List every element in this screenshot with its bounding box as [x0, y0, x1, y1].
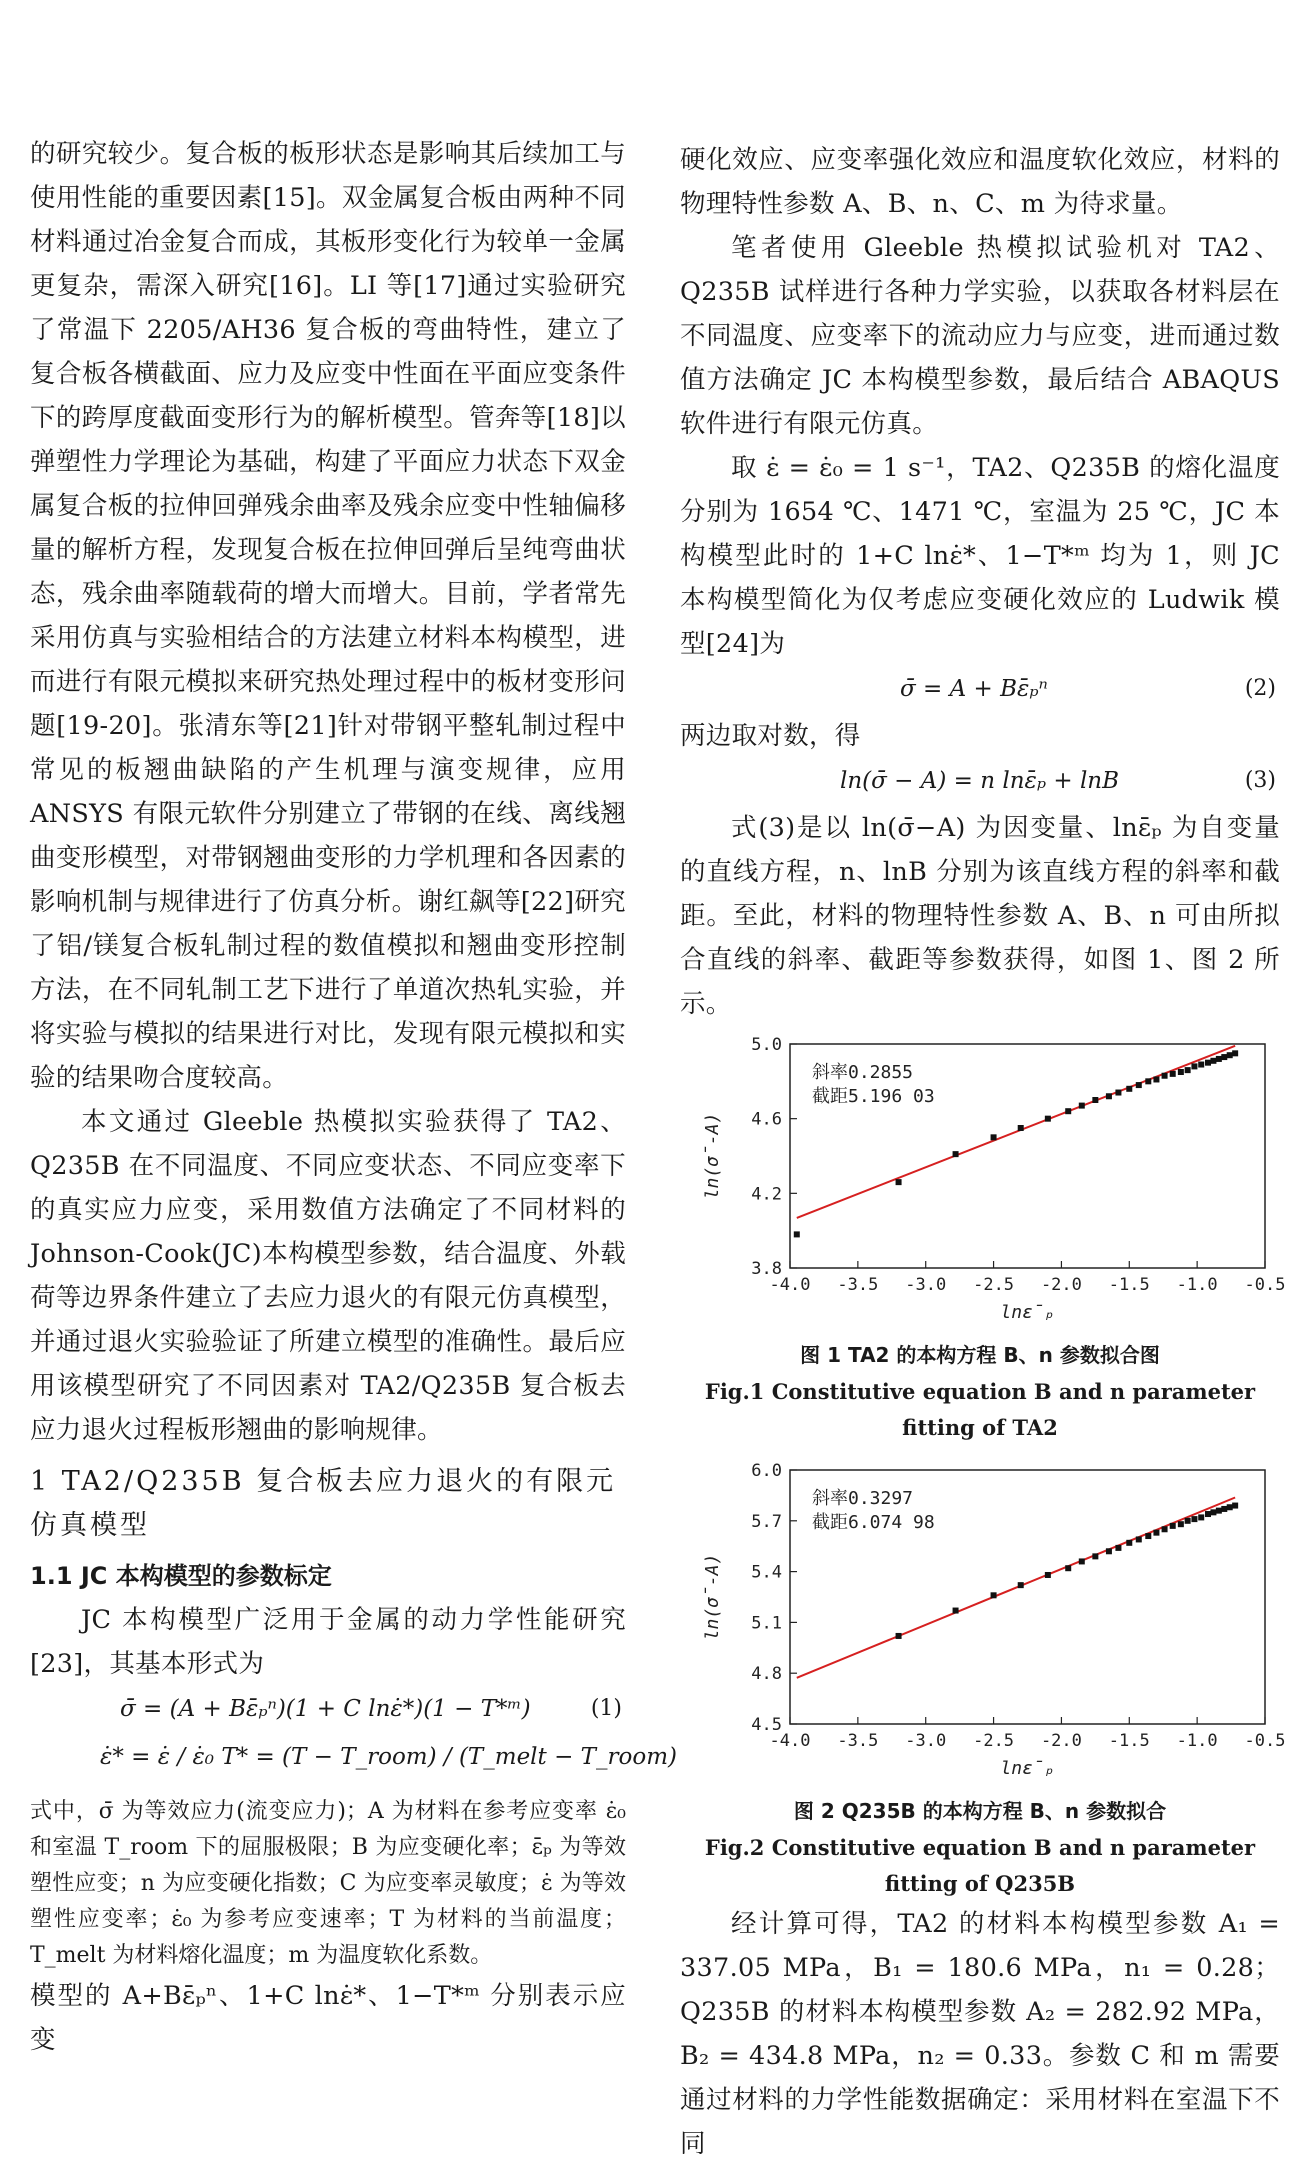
data-point	[1170, 1071, 1176, 1077]
x-tick-label: -1.5	[1108, 1731, 1150, 1751]
equation-2	[680, 666, 1280, 714]
x-tick-label: -3.0	[905, 1731, 947, 1751]
left-column	[30, 132, 677, 2062]
data-point	[1115, 1090, 1121, 1096]
body-paragraph: 经计算可得，TA2 的材料本构模型参数 A₁ = 337.05 MPa，B₁ = 180.6 MPa，n₁ = 0.28；Q235B 的材料本构模型参数 A₂ = 282.92 MPa，B₂ = 434.8 MPa，n₂ = 0.33。参数 C 和 m 需要通过材料的力学性能数据确定：采用材料在室温下不同	[680, 1909, 1280, 2159]
data-point	[1079, 1558, 1085, 1564]
equation-body: σ̄ = (A + Bε̄ₚⁿ)(1 + C lnε̇*)(1 − T*ᵐ)	[120, 1696, 531, 1722]
data-point	[1198, 1062, 1204, 1068]
data-point	[1221, 1054, 1227, 1060]
body-paragraph: 两边取对数，得	[680, 721, 861, 751]
body-paragraph: 取 ε̇ = ε̇₀ = 1 s⁻¹，TA2、Q235B 的熔化温度分别为 1654 ℃、1471 ℃，室温为 25 ℃，JC 本构模型此时的 1+C lnε̇*、1−T*ᵐ 均为 1，则 JC 本构模型简化为仅考虑应变硬化效应的 Ludwik 模型[24]为	[680, 453, 1280, 659]
figure-2	[680, 1456, 1286, 1790]
figure-caption-cn: 图 2 Q235B 的本构方程 B、n 参数拟合	[793, 1799, 1167, 1823]
chart-fig2	[680, 1456, 1286, 1786]
data-point	[1126, 1540, 1132, 1546]
equation-body: ln(σ̄ − A) = n lnε̄ₚ + lnB	[840, 768, 1120, 794]
data-point	[1205, 1060, 1211, 1066]
data-point	[1191, 1516, 1197, 1522]
data-point	[1045, 1116, 1051, 1122]
figure-caption-en: Fig.2 Constitutive equation B and n parameter fitting of Q235B	[704, 1835, 1256, 1896]
y-tick-label: 6.0	[751, 1461, 782, 1481]
figure-caption-en: Fig.1 Constitutive equation B and n parameter fitting of TA2	[704, 1379, 1256, 1440]
chart-fig1	[680, 1030, 1286, 1330]
data-point	[1136, 1536, 1142, 1542]
x-tick-label: -4.0	[769, 1731, 811, 1751]
x-tick-label: -0.5	[1244, 1731, 1286, 1751]
y-tick-label: 5.4	[751, 1562, 782, 1583]
data-point	[1178, 1069, 1184, 1075]
data-point	[1170, 1523, 1176, 1529]
data-point	[1232, 1503, 1238, 1509]
figure-1	[680, 1030, 1286, 1334]
data-point	[1232, 1050, 1238, 1056]
data-point	[1145, 1078, 1151, 1084]
data-point	[896, 1179, 902, 1185]
data-point	[1185, 1518, 1191, 1524]
data-point	[794, 1231, 800, 1237]
data-point	[1045, 1572, 1051, 1578]
data-point	[991, 1592, 997, 1598]
data-point	[953, 1151, 959, 1157]
data-point	[1185, 1067, 1191, 1073]
data-point	[1106, 1548, 1112, 1554]
x-tick-label: -3.5	[837, 1731, 879, 1751]
data-point	[1153, 1530, 1159, 1536]
x-tick-label: -4.0	[769, 1275, 811, 1295]
data-point	[1210, 1509, 1216, 1515]
equation-number: (2)	[1244, 676, 1276, 701]
data-point	[1145, 1533, 1151, 1539]
y-tick-label: 5.0	[751, 1035, 782, 1055]
x-tick-label: -3.0	[905, 1275, 947, 1295]
data-point	[1227, 1504, 1233, 1510]
x-tick-label: -1.0	[1176, 1275, 1218, 1295]
x-axis-label: lnε̄ₚ	[1000, 1758, 1055, 1779]
equation-body: ε̇* = ε̇ / ε̇₀ T* = (T − T_room) / (T_melt − T_room)	[100, 1744, 677, 1770]
y-tick-label: 3.8	[751, 1259, 782, 1279]
subsection-heading: 1.1 JC 本构模型的参数标定	[30, 1562, 332, 1590]
right-column	[680, 138, 1286, 2166]
equation-1b	[30, 1734, 677, 1794]
x-tick-label: -1.5	[1108, 1275, 1150, 1295]
equation-number: (3)	[1244, 768, 1276, 793]
data-point	[953, 1608, 959, 1614]
data-point	[1162, 1073, 1168, 1079]
data-point	[1210, 1058, 1216, 1064]
body-paragraph: JC 本构模型广泛用于金属的动力学性能研究[23]，其基本形式为	[30, 1605, 626, 1679]
data-point	[1178, 1521, 1184, 1527]
equation-3	[680, 758, 1280, 806]
data-point	[1018, 1125, 1024, 1131]
y-tick-label: 5.1	[751, 1613, 782, 1634]
data-point	[896, 1633, 902, 1639]
body-paragraph: 笔者使用 Gleeble 热模拟试验机对 TA2、Q235B 试样进行各种力学实验，以获取各材料层在不同温度、应变率下的流动应力与应变，进而通过数值方法确定 JC 本构模型参数，最后结合 ABAQUS 软件进行有限元仿真。	[680, 233, 1280, 439]
x-tick-label: -0.5	[1244, 1275, 1286, 1295]
body-paragraph: 硬化效应、应变率强化效应和温度软化效应，材料的物理特性参数 A、B、n、C、m 为待求量。	[680, 145, 1280, 219]
y-tick-label: 4.5	[751, 1715, 782, 1735]
data-point	[991, 1134, 997, 1140]
data-point	[1221, 1506, 1227, 1512]
section-heading: 1 TA2/Q235B 复合板去应力退火的有限元仿真模型	[30, 1466, 617, 1541]
x-axis-label: lnε̄ₚ	[1000, 1302, 1055, 1323]
data-point	[1092, 1553, 1098, 1559]
x-tick-label: -2.0	[1040, 1275, 1082, 1295]
body-paragraph: 的研究较少。复合板的板形状态是影响其后续加工与使用性能的重要因素[15]。双金属复合板由两种不同材料通过冶金复合而成，其板形变化行为较单一金属更复杂，需深入研究[16]。LI 等[17]通过实验研究了常温下 2205/AH36 复合板的弯曲特性，建立了复合板各横截面、应力及应变中性面在平面应变条件下的跨厚度截面变形行为的解析模型。管奔等[18]以弹塑性力学理论为基础，构建了平面应力状态下双金属复合板的拉伸回弹残余曲率及残余应变中性轴偏移量的解析方程，发现复合板在拉伸回弹后呈纯弯曲状态，残余曲率随载荷的增大而增大。目前，学者常先采用仿真与实验相结合的方法建立材料本构模型，进而进行有限元模拟来研究热处理过程中的板材变形问题[19-20]。张清东等[21]针对带钢平整轧制过程中常见的板翘曲缺陷的产生机理与演变规律，应用 ANSYS 有限元软件分别建立了带钢的在线、离线翘曲变形模型，对带钢翘曲变形的力学机理和各因素的影响机制与规律进行了仿真分析。谢红飙等[22]研究了铝/镁复合板轧制过程的数值模拟和翘曲变形控制方法，在不同轧制工艺下进行了单道次热轧实验，并将实验与模拟的结果进行对比，发现有限元模拟和实验的结果吻合度较高。	[30, 139, 626, 1093]
data-point	[1018, 1582, 1024, 1588]
data-point	[1216, 1056, 1222, 1062]
x-tick-label: -2.0	[1040, 1731, 1082, 1751]
x-tick-label: -2.5	[973, 1275, 1015, 1295]
data-point	[1191, 1063, 1197, 1069]
fit-annotation: 斜率0.2855	[812, 1062, 914, 1083]
equation-number: (1)	[590, 1696, 622, 1721]
y-tick-label: 4.2	[751, 1184, 782, 1205]
body-paragraph: 模型的 A+Bε̄ₚⁿ、1+C lnε̇*、1−T*ᵐ 分别表示应变	[30, 1981, 626, 2055]
data-point	[1162, 1526, 1168, 1532]
equation-1	[30, 1686, 626, 1734]
symbol-definitions: 式中，σ̄ 为等效应力(流变应力)；A 为材料在参考应变率 ε̇₀ 和室温 T_room 下的屈服极限；B 为应变硬化率；ε̄ₚ 为等效塑性应变；n 为应变硬化指数；C 为应变率灵敏度；ε̇ 为等效塑性应变率；ε̇₀ 为参考应变速率；T 为材料的当前温度；T_melt 为材料熔化温度；m 为温度软化系数。	[30, 1799, 626, 1968]
y-axis-label: ln(σ̄-A)	[702, 1112, 723, 1200]
y-tick-label: 5.7	[751, 1511, 782, 1532]
y-tick-label: 4.6	[751, 1109, 782, 1130]
data-point	[1065, 1108, 1071, 1114]
data-point	[1092, 1097, 1098, 1103]
data-point	[1136, 1082, 1142, 1088]
figure-caption-cn: 图 1 TA2 的本构方程 B、n 参数拟合图	[800, 1343, 1160, 1367]
equation-body: σ̄ = A + Bε̄ₚⁿ	[900, 676, 1048, 702]
x-tick-label: -1.0	[1176, 1731, 1218, 1751]
data-point	[1079, 1103, 1085, 1109]
data-point	[1106, 1093, 1112, 1099]
data-point	[1153, 1076, 1159, 1082]
y-tick-label: 4.8	[751, 1664, 782, 1685]
data-point	[1115, 1545, 1121, 1551]
data-point	[1205, 1511, 1211, 1517]
data-point	[1216, 1508, 1222, 1514]
data-point	[1227, 1052, 1233, 1058]
data-point	[1065, 1565, 1071, 1571]
x-tick-label: -3.5	[837, 1275, 879, 1295]
fit-annotation: 截距6.074 98	[812, 1512, 935, 1533]
y-axis-label: ln(σ̄-A)	[702, 1553, 723, 1641]
fit-annotation: 斜率0.3297	[812, 1488, 914, 1509]
body-paragraph: 式(3)是以 ln(σ̄−A) 为因变量、lnε̄ₚ 为自变量的直线方程，n、lnB 分别为该直线方程的斜率和截距。至此，材料的物理特性参数 A、B、n 可由所拟合直线的斜率、截距等参数获得，如图 1、图 2 所示。	[680, 813, 1280, 1019]
data-point	[1126, 1086, 1132, 1092]
x-tick-label: -2.5	[973, 1731, 1015, 1751]
body-paragraph: 本文通过 Gleeble 热模拟实验获得了 TA2、Q235B 在不同温度、不同应变状态、不同应变率下的真实应力应变，采用数值方法确定了不同材料的 Johnson-Cook(JC)本构模型参数，结合温度、外载荷等边界条件建立了去应力退火的有限元仿真模型，并通过退火实验验证了所建立模型的准确性。最后应用该模型研究了不同因素对 TA2/Q235B 复合板去应力退火过程板形翘曲的影响规律。	[30, 1107, 626, 1445]
fit-annotation: 截距5.196 03	[812, 1086, 935, 1107]
data-point	[1198, 1514, 1204, 1520]
